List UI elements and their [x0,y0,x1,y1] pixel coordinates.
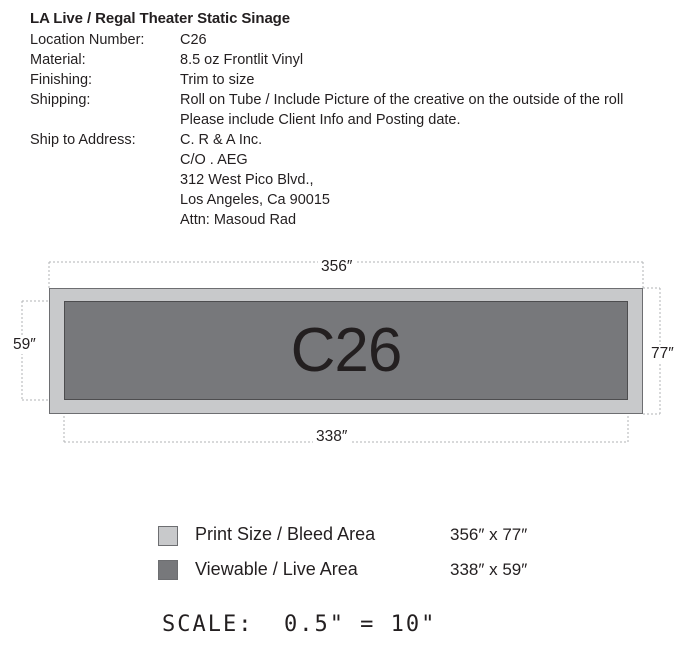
address-line: Los Angeles, Ca 90015 [180,192,330,208]
outer-width-label: 356″ [318,258,355,276]
bleed-area-swatch [158,526,178,546]
address-line: C/O . AEG [180,152,248,168]
address-line: Attn: Masoud Rad [180,212,297,228]
spec-label: Ship to Address: [30,132,136,148]
inner-height-label: 59″ [10,336,39,354]
document-title: LA Live / Regal Theater Static Sinage [30,10,290,27]
legend-label: Print Size / Bleed Area [195,524,376,544]
spec-label: Location Number: [30,32,145,48]
outer-height-label: 77″ [648,345,677,363]
spec-value: Roll on Tube / Include Picture of the creative on the outside of the roll [180,92,624,108]
legend-label: Viewable / Live Area [195,559,358,579]
spec-value: Please include Client Info and Posting date. [180,112,461,128]
spec-label: Material: [30,52,86,68]
spec-value: Trim to size [180,72,255,88]
inner-width-label: 338″ [313,428,350,446]
live-area-swatch [158,560,178,580]
scale-note: SCALE: 0.5" = 10" [162,612,437,637]
spec-value: 8.5 oz Frontlit Vinyl [180,52,304,68]
address-line: 312 West Pico Blvd., [180,172,314,188]
spec-label: Shipping: [30,92,91,108]
spec-value: C26 [180,32,207,48]
panel-code-label: C26 [290,316,402,385]
legend-size: 338″ x 59″ [450,560,528,579]
spec-label: Finishing: [30,72,93,88]
spec-value: C. R & A Inc. [180,132,263,148]
legend-size: 356″ x 77″ [450,525,528,544]
